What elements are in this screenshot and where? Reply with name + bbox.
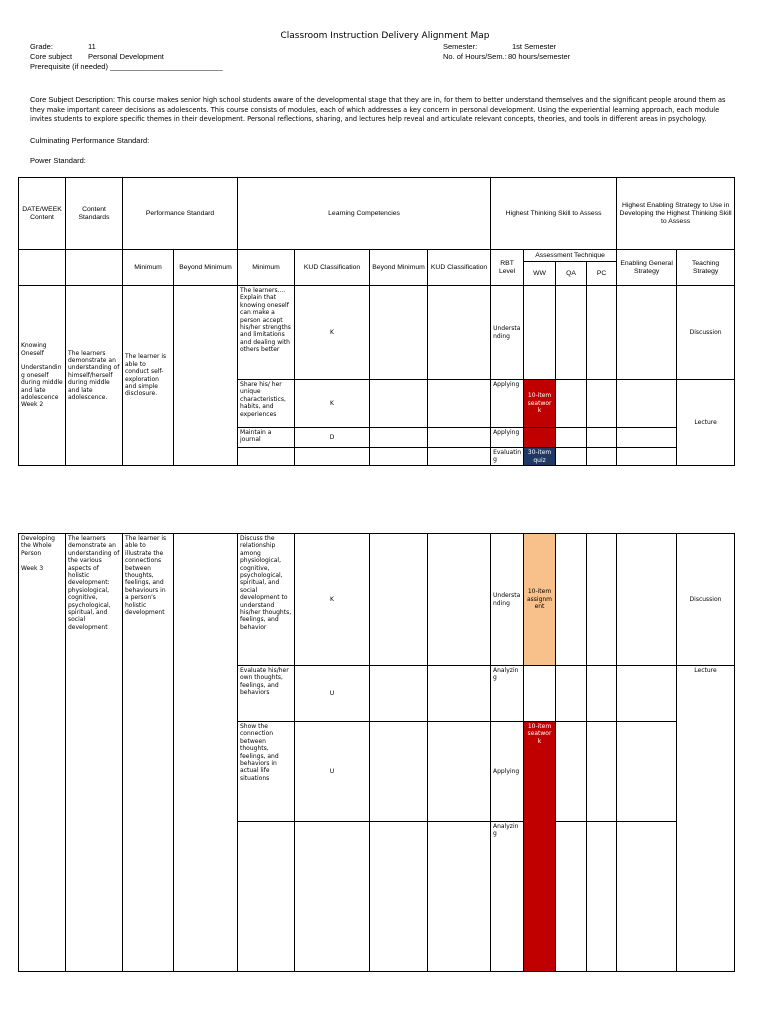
header-kud-classification-beyond: KUD Classification bbox=[428, 250, 491, 286]
header-perf-minimum: Minimum bbox=[123, 250, 174, 286]
competency-cell: The learners.... Explain that knowing oneself can make a person accept his/her strengths and limitations and dealing with others better bbox=[238, 286, 295, 380]
hours-label: No. of Hours/Sem.: bbox=[443, 52, 507, 61]
header-date-week: DATE/WEEK Content bbox=[19, 178, 66, 250]
core-subject-description bbox=[30, 95, 740, 125]
alignment-table-1 bbox=[18, 177, 735, 466]
grade-value: 11 bbox=[88, 42, 96, 51]
competency-cell: Evaluate his/her own thoughts, feelings, and behaviors bbox=[238, 666, 295, 722]
header-learning-competencies: Learning Competencies bbox=[238, 178, 491, 250]
kud-cell: U bbox=[295, 722, 370, 822]
kud-cell: K bbox=[295, 534, 370, 666]
ww-seatwork-cell: 10-item seatwork bbox=[524, 380, 556, 428]
rbt-cell: Understanding bbox=[491, 286, 524, 380]
rbt-cell: Understanding bbox=[491, 534, 524, 666]
header-teaching-strategy: Teaching Strategy bbox=[677, 250, 735, 286]
rbt-cell: Applying bbox=[491, 380, 524, 428]
header-highest-enabling-strategy: Highest Enabling Strategy to Use in Developing the Highest Thinking Skill to Assess bbox=[617, 178, 735, 250]
header-enabling-general-strategy: Enabling General Strategy bbox=[617, 250, 677, 286]
rbt-cell: Applying bbox=[491, 428, 524, 448]
teaching-strategy-cell: Lecture bbox=[677, 666, 735, 972]
description-label: Core Subject Description: bbox=[30, 95, 116, 104]
header-comp-minimum: Minimum bbox=[238, 250, 295, 286]
content-cell: Developing the Whole Person Week 3 bbox=[19, 534, 66, 972]
description-text: This course makes senior high school students aware of the developmental stage that they are in, for them to better understand themselves and the significant people around them as they make important career decisions as adolescents. This course consists of modules, each of which addresses a key concern in personal development. Using the experiential learning approach, each module invites students to explore specific themes in their development. Personal reflections, sharing, and lectures help reveal and articulate relevant concepts, theories, and tools in different areas in psychology. bbox=[30, 96, 726, 123]
culminating-standard-label: Culminating Performance Standard: bbox=[30, 136, 150, 145]
teaching-strategy-cell: Discussion bbox=[677, 534, 735, 666]
semester-label: Semester: bbox=[443, 42, 478, 51]
content-standard-cell: The learners demonstrate an understanding of the various aspects of holistic development: physiological, cognitive, psychological, spiritual, and social development bbox=[66, 534, 123, 972]
header-rbt-level: RBT Level bbox=[491, 250, 524, 286]
kud-cell: K bbox=[295, 380, 370, 428]
rbt-cell: Evaluating bbox=[491, 448, 524, 466]
subject-value: Personal Development bbox=[88, 52, 164, 61]
semester-value: 1st Semester bbox=[512, 42, 557, 51]
performance-minimum-cell: The learner is able to illustrate the connections between thoughts, feelings, and behaviours in a person's holistic development bbox=[123, 534, 174, 972]
ww-assignment-cell: 10-item assignment bbox=[524, 534, 556, 666]
rbt-cell: Analyzing bbox=[491, 822, 524, 972]
competency-cell: Share his/ her unique characteristics, habits, and experiences bbox=[238, 380, 295, 428]
competency-cell: Maintain a journal bbox=[238, 428, 295, 448]
content-cell: Knowing Oneself Understanding oneself during middle and late adolescence Week 2 bbox=[19, 286, 66, 466]
header-performance-standard: Performance Standard bbox=[123, 178, 238, 250]
header-perf-beyond-minimum: Beyond Minimum bbox=[174, 250, 238, 286]
header-kud-classification: KUD Classification bbox=[295, 250, 370, 286]
hours-value: 80 hours/semester bbox=[508, 52, 571, 61]
kud-cell: D bbox=[295, 428, 370, 448]
grade-label: Grade: bbox=[30, 42, 53, 51]
teaching-strategy-cell: Discussion bbox=[677, 286, 735, 380]
header-ww: WW bbox=[524, 262, 556, 286]
ww-cell bbox=[524, 428, 556, 448]
header-comp-beyond-minimum: Beyond Minimum bbox=[370, 250, 428, 286]
table-row bbox=[19, 286, 735, 380]
header-assessment-technique: Assessment Technique bbox=[524, 250, 617, 262]
rbt-cell: Analyzing bbox=[491, 666, 524, 722]
table-row bbox=[19, 534, 735, 666]
ww-seatwork-cell: 10-item seatwork bbox=[524, 722, 556, 972]
document-title: Classroom Instruction Delivery Alignment Map bbox=[280, 31, 490, 41]
competency-cell: Show the connection between thoughts, feelings, and behaviors in actual life situations bbox=[238, 722, 295, 822]
header-highest-thinking-skill: Highest Thinking Skill to Assess bbox=[491, 178, 617, 250]
header-qa: QA bbox=[556, 262, 587, 286]
power-standard-label: Power Standard: bbox=[30, 156, 86, 165]
competency-cell: Discuss the relationship among physiological, cognitive, psychological, spiritual, and social development to understand his/her thoughts, feelings, and behavior bbox=[238, 534, 295, 666]
rbt-cell: Applying bbox=[491, 722, 524, 822]
alignment-table-2 bbox=[18, 533, 735, 972]
performance-minimum-cell: The learner is able to conduct self-exploration and simple disclosure. bbox=[123, 286, 174, 466]
subject-label: Core subject bbox=[30, 52, 73, 61]
header-content-standards: Content Standards bbox=[66, 178, 123, 250]
kud-cell: K bbox=[295, 286, 370, 380]
kud-cell: U bbox=[295, 666, 370, 722]
header-pc: PC bbox=[587, 262, 617, 286]
teaching-strategy-cell: Lecture bbox=[677, 380, 735, 466]
prerequisite-label: Prerequisite (if needed) ___________________________ bbox=[30, 62, 223, 71]
content-standard-cell: The learners demonstrate an understanding of himself/herself during middle and late adolescence. bbox=[66, 286, 123, 466]
ww-quiz-cell: 30-item quiz bbox=[524, 448, 556, 466]
